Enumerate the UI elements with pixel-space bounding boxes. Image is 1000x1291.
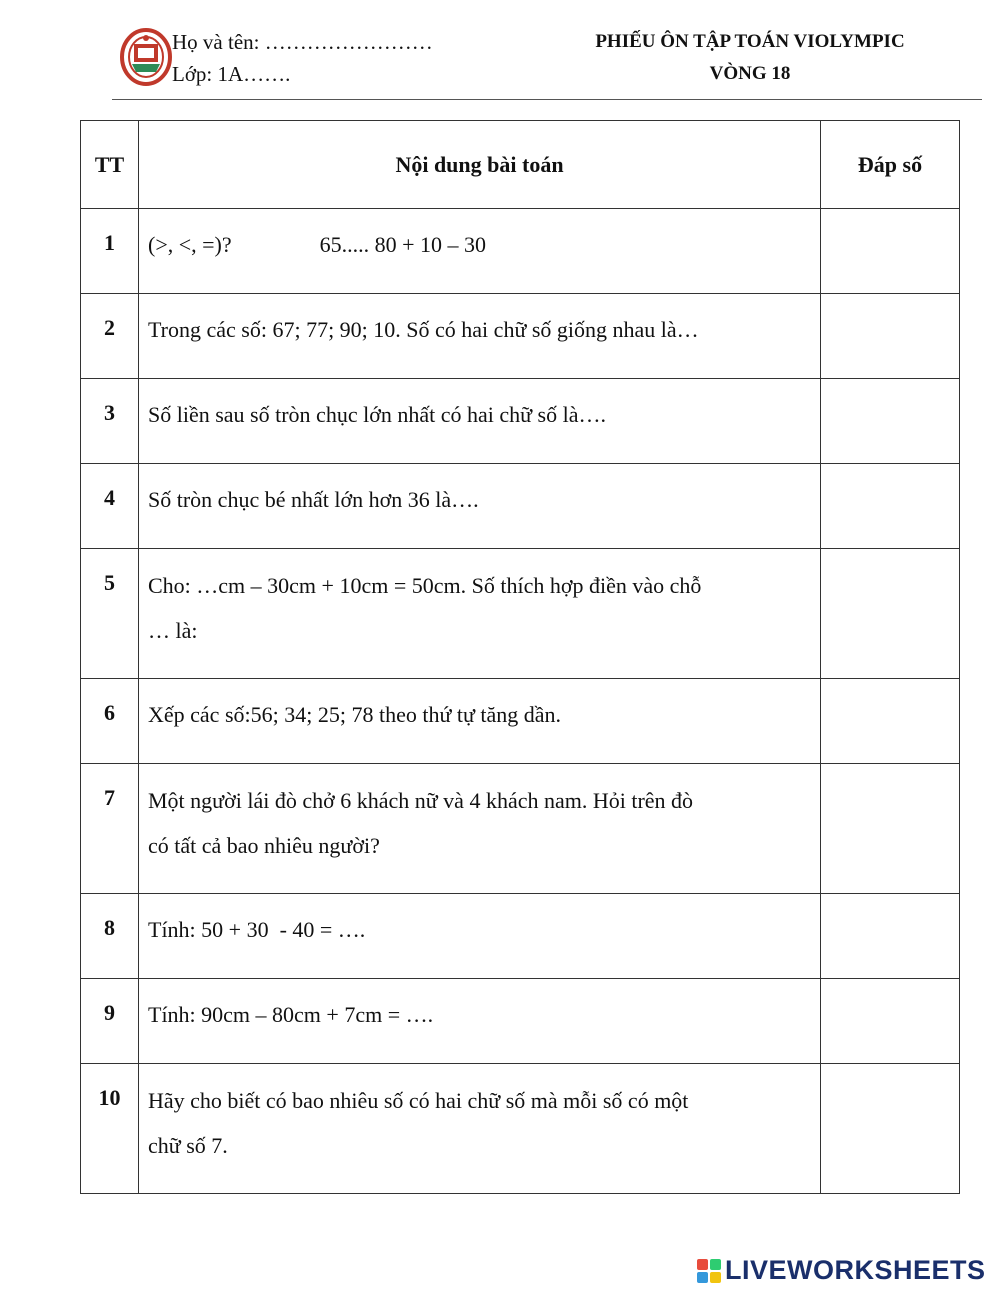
title-block <box>560 26 940 90</box>
question-line: Tính: 90cm – 80cm + 7cm = …. <box>148 1002 434 1027</box>
question-text <box>139 379 821 464</box>
table-row <box>81 764 960 894</box>
page-title: PHIẾU ÔN TẬP TOÁN VIOLYMPIC <box>595 31 905 52</box>
question-number: 9 <box>81 979 139 1064</box>
icon-tile <box>697 1259 708 1270</box>
question-line: Cho: …cm – 30cm + 10cm = 50cm. Số thích hợp điền vào chỗ <box>148 573 702 598</box>
question-text <box>139 679 821 764</box>
answer-cell[interactable] <box>821 1064 960 1194</box>
question-number: 10 <box>81 1064 139 1194</box>
table-row <box>81 549 960 679</box>
answer-cell[interactable] <box>821 294 960 379</box>
answer-cell[interactable] <box>821 894 960 979</box>
table-row <box>81 679 960 764</box>
question-line: Số liền sau số tròn chục lớn nhất có hai chữ số là…. <box>148 402 606 427</box>
student-info <box>172 26 433 90</box>
questions-table <box>80 120 960 1194</box>
question-number: 7 <box>81 764 139 894</box>
column-header-content: Nội dung bài toán <box>139 121 821 209</box>
question-line: có tất cả bao nhiêu người? <box>148 833 380 858</box>
question-text <box>139 294 821 379</box>
question-number: 6 <box>81 679 139 764</box>
table-row <box>81 464 960 549</box>
question-text <box>139 464 821 549</box>
answer-cell[interactable] <box>821 464 960 549</box>
question-text <box>139 764 821 894</box>
question-line: Hãy cho biết có bao nhiêu số có hai chữ số mà mỗi số có một <box>148 1088 689 1113</box>
question-number: 5 <box>81 549 139 679</box>
question-text <box>139 1064 821 1194</box>
question-number: 3 <box>81 379 139 464</box>
question-text <box>139 549 821 679</box>
question-line: chữ số 7. <box>148 1133 228 1158</box>
answer-cell[interactable] <box>821 764 960 894</box>
icon-tile <box>710 1259 721 1270</box>
question-line: Số tròn chục bé nhất lớn hơn 36 là…. <box>148 487 479 512</box>
worksheet-header <box>0 0 1000 100</box>
answer-cell[interactable] <box>821 549 960 679</box>
icon-tile <box>710 1272 721 1283</box>
answer-cell[interactable] <box>821 979 960 1064</box>
question-line: … là: <box>148 618 198 643</box>
column-header-answer: Đáp số <box>821 121 960 209</box>
question-number: 4 <box>81 464 139 549</box>
table-row <box>81 894 960 979</box>
question-line: Trong các số: 67; 77; 90; 10. Số có hai chữ số giống nhau là… <box>148 317 699 342</box>
brand-text: LIVEWORKSHEETS <box>725 1255 986 1285</box>
question-text <box>139 209 821 294</box>
answer-cell[interactable] <box>821 679 960 764</box>
question-line: Xếp các số:56; 34; 25; 78 theo thứ tự tăng dần. <box>148 702 562 727</box>
header-divider <box>112 99 982 100</box>
table-row <box>81 294 960 379</box>
question-number: 8 <box>81 894 139 979</box>
liveworksheets-logo <box>697 1255 986 1286</box>
table-row <box>81 209 960 294</box>
question-text <box>139 979 821 1064</box>
school-emblem-icon <box>120 26 172 86</box>
question-number: 1 <box>81 209 139 294</box>
question-line: (>, <, =)? 65..... 80 + 10 – 30 <box>148 232 487 257</box>
liveworksheets-icon <box>697 1259 721 1283</box>
table-header-row <box>81 121 960 209</box>
class-field[interactable]: Lớp: 1A……. <box>172 62 291 86</box>
question-text <box>139 894 821 979</box>
icon-tile <box>697 1272 708 1283</box>
round-label: VÒNG 18 <box>709 63 791 84</box>
table-row <box>81 979 960 1064</box>
question-line: Tính: 50 + 30 - 40 = …. <box>148 917 366 942</box>
name-field[interactable]: Họ và tên: …………………… <box>172 30 433 54</box>
table-row <box>81 1064 960 1194</box>
answer-cell[interactable] <box>821 379 960 464</box>
table-row <box>81 379 960 464</box>
column-header-tt: TT <box>81 121 139 209</box>
question-line: Một người lái đò chở 6 khách nữ và 4 khách nam. Hỏi trên đò <box>148 788 694 813</box>
question-number: 2 <box>81 294 139 379</box>
answer-cell[interactable] <box>821 209 960 294</box>
